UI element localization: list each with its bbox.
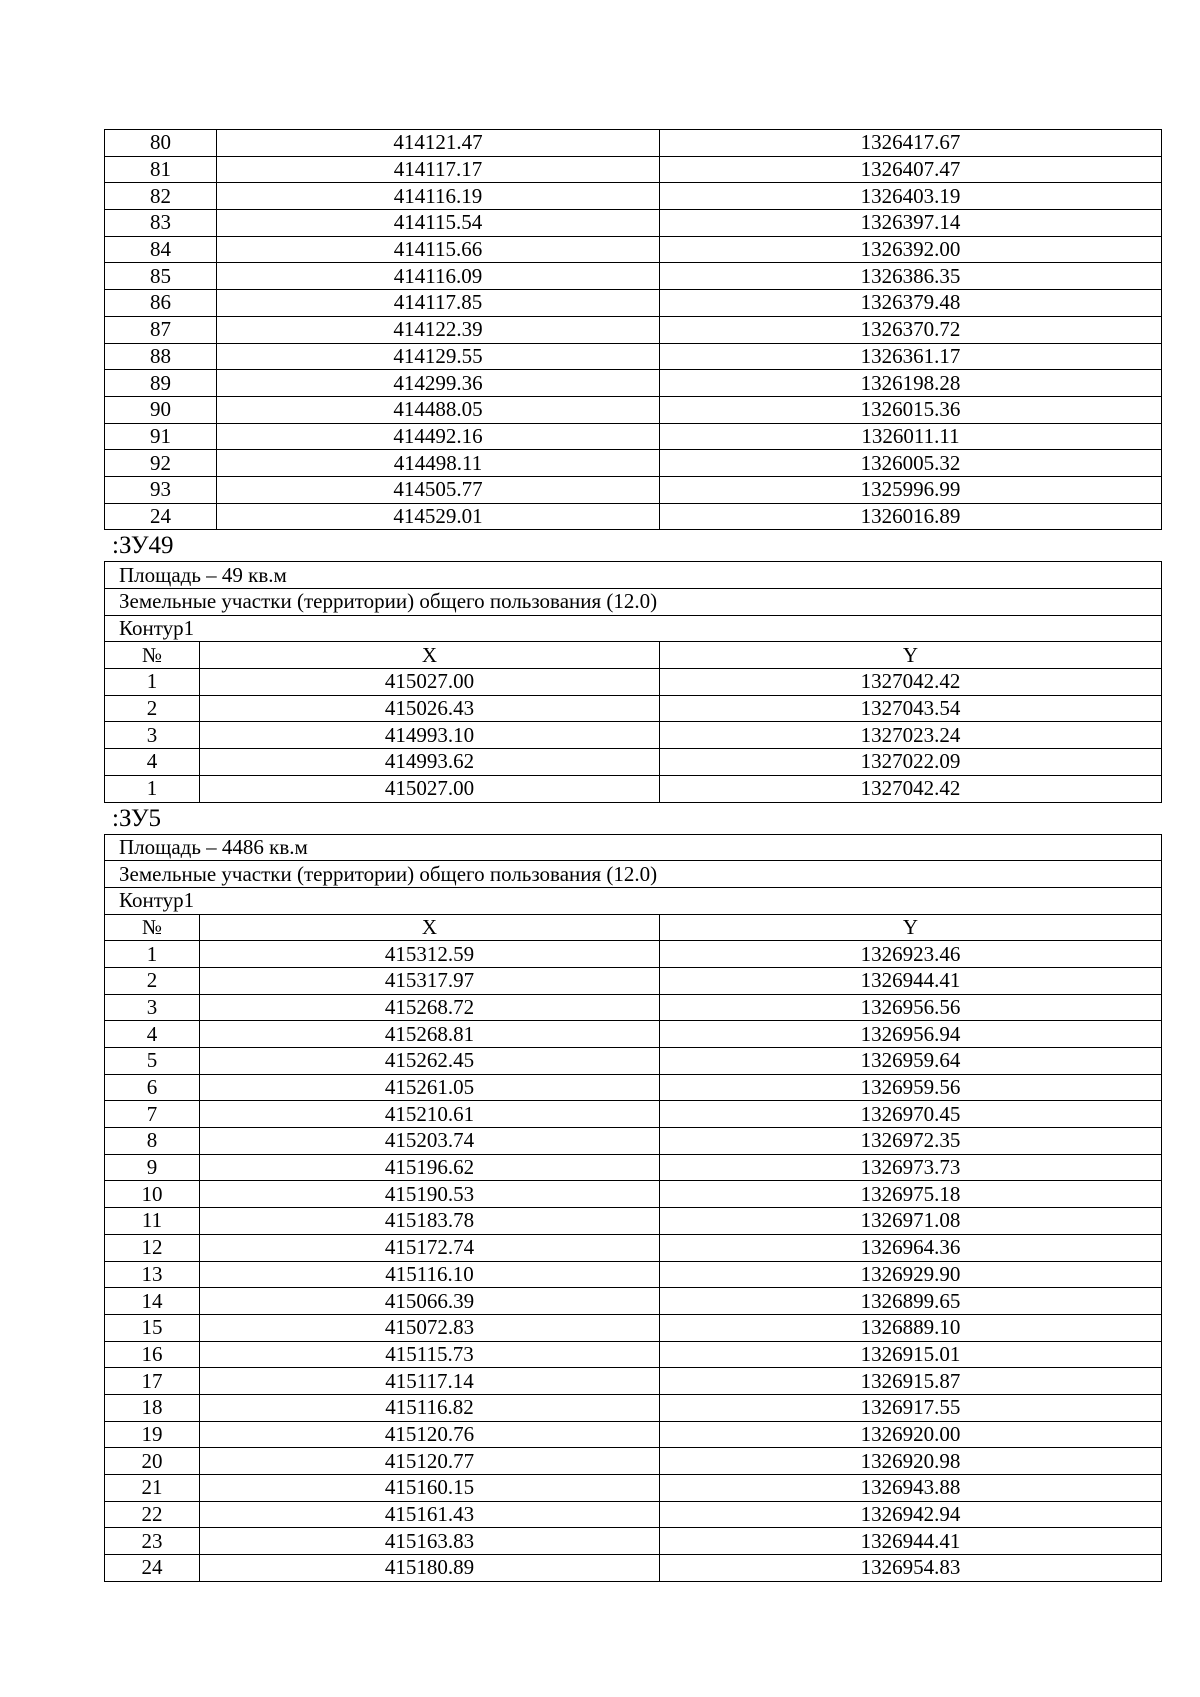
coord-y: 1326923.46 [660, 941, 1162, 968]
coord-x: 414117.85 [217, 290, 660, 317]
point-number: 23 [105, 1528, 200, 1555]
coord-y: 1326397.14 [660, 210, 1162, 237]
table-row [105, 1234, 1162, 1261]
table-row [105, 669, 1162, 696]
table-row [105, 1314, 1162, 1341]
table-row [105, 1555, 1162, 1582]
coord-x: 415117.14 [200, 1368, 660, 1395]
parcel-purpose: Земельные участки (территории) общего пользования (12.0) [105, 861, 1162, 888]
table-row [105, 941, 1162, 968]
table-row [105, 1101, 1162, 1128]
table-row [105, 749, 1162, 776]
table-row [105, 1288, 1162, 1315]
coord-x: 414488.05 [217, 396, 660, 423]
coord-y: 1326917.55 [660, 1394, 1162, 1421]
coord-x: 415268.72 [200, 994, 660, 1021]
table-row [105, 1341, 1162, 1368]
column-header-y: Y [660, 642, 1162, 669]
point-number: 10 [105, 1181, 200, 1208]
coord-x: 415163.83 [200, 1528, 660, 1555]
coord-y: 1327022.09 [660, 749, 1162, 776]
column-header-number: № [105, 642, 200, 669]
coord-y: 1326956.56 [660, 994, 1162, 1021]
point-number: 88 [105, 343, 217, 370]
point-number: 85 [105, 263, 217, 290]
coord-x: 414299.36 [217, 370, 660, 397]
coord-y: 1326944.41 [660, 1528, 1162, 1555]
point-number: 18 [105, 1394, 200, 1421]
coord-x: 415116.10 [200, 1261, 660, 1288]
table-row [105, 722, 1162, 749]
coord-y: 1326972.35 [660, 1128, 1162, 1155]
table-row [105, 1181, 1162, 1208]
point-number: 22 [105, 1501, 200, 1528]
table-row [105, 183, 1162, 210]
table-row [105, 695, 1162, 722]
coord-y: 1326954.83 [660, 1555, 1162, 1582]
point-number: 86 [105, 290, 217, 317]
column-header-y: Y [660, 914, 1162, 941]
table-row [105, 263, 1162, 290]
point-number: 91 [105, 423, 217, 450]
coord-x: 415196.62 [200, 1154, 660, 1181]
point-number: 19 [105, 1421, 200, 1448]
point-number: 80 [105, 130, 217, 157]
coord-x: 415210.61 [200, 1101, 660, 1128]
table-row [105, 775, 1162, 802]
table-row [105, 1528, 1162, 1555]
table-row [105, 210, 1162, 237]
coord-y: 1326943.88 [660, 1475, 1162, 1502]
table-row [105, 130, 1162, 157]
table-row [105, 476, 1162, 503]
point-number: 12 [105, 1234, 200, 1261]
coord-y: 1327043.54 [660, 695, 1162, 722]
point-number: 5 [105, 1048, 200, 1075]
table-row [105, 396, 1162, 423]
column-header-x: X [200, 642, 660, 669]
point-number: 17 [105, 1368, 200, 1395]
coord-y: 1326361.17 [660, 343, 1162, 370]
point-number: 7 [105, 1101, 200, 1128]
point-number: 2 [105, 967, 200, 994]
coord-x: 415180.89 [200, 1555, 660, 1582]
point-number: 2 [105, 695, 200, 722]
point-number: 14 [105, 1288, 200, 1315]
table-row [105, 1154, 1162, 1181]
table-row [105, 1128, 1162, 1155]
document-page [104, 129, 1162, 1582]
point-number: 83 [105, 210, 217, 237]
coord-x: 415183.78 [200, 1208, 660, 1235]
point-number: 11 [105, 1208, 200, 1235]
coord-x: 415027.00 [200, 669, 660, 696]
table-header-row [105, 642, 1162, 669]
table-row [105, 1394, 1162, 1421]
coord-x: 415203.74 [200, 1128, 660, 1155]
coord-y: 1326889.10 [660, 1314, 1162, 1341]
coord-y: 1326386.35 [660, 263, 1162, 290]
coord-x: 415268.81 [200, 1021, 660, 1048]
point-number: 8 [105, 1128, 200, 1155]
coord-y: 1326198.28 [660, 370, 1162, 397]
coord-x: 415190.53 [200, 1181, 660, 1208]
coord-x: 415116.82 [200, 1394, 660, 1421]
table-row [105, 450, 1162, 477]
point-number: 6 [105, 1074, 200, 1101]
coord-x: 415115.73 [200, 1341, 660, 1368]
coord-y: 1326964.36 [660, 1234, 1162, 1261]
coord-y: 1326959.56 [660, 1074, 1162, 1101]
coord-x: 415120.77 [200, 1448, 660, 1475]
table-row [105, 290, 1162, 317]
table-row [105, 1261, 1162, 1288]
point-number: 9 [105, 1154, 200, 1181]
coord-x: 414122.39 [217, 316, 660, 343]
coord-y: 1327042.42 [660, 669, 1162, 696]
table-row [105, 1048, 1162, 1075]
table-row [105, 156, 1162, 183]
table-row [105, 343, 1162, 370]
coord-x: 415261.05 [200, 1074, 660, 1101]
table-row [105, 1021, 1162, 1048]
parcel-area: Площадь – 4486 кв.м [105, 834, 1162, 861]
table-row [105, 316, 1162, 343]
coord-y: 1326959.64 [660, 1048, 1162, 1075]
point-number: 84 [105, 236, 217, 263]
coord-x: 414492.16 [217, 423, 660, 450]
coord-y: 1327023.24 [660, 722, 1162, 749]
point-number: 90 [105, 396, 217, 423]
coord-y: 1326370.72 [660, 316, 1162, 343]
coord-x: 414498.11 [217, 450, 660, 477]
coord-x: 415262.45 [200, 1048, 660, 1075]
point-number: 24 [105, 1555, 200, 1582]
point-number: 81 [105, 156, 217, 183]
parcel-purpose: Земельные участки (территории) общего пользования (12.0) [105, 589, 1162, 616]
coord-y: 1326392.00 [660, 236, 1162, 263]
table-row [105, 1448, 1162, 1475]
coord-x: 414993.62 [200, 749, 660, 776]
coord-x: 415160.15 [200, 1475, 660, 1502]
coord-y: 1326929.90 [660, 1261, 1162, 1288]
table-row [105, 503, 1162, 530]
coord-y: 1326956.94 [660, 1021, 1162, 1048]
table-row [105, 1074, 1162, 1101]
parcel-heading: :ЗУ49 [112, 532, 174, 560]
coord-y: 1326379.48 [660, 290, 1162, 317]
coord-x: 415072.83 [200, 1314, 660, 1341]
point-number: 4 [105, 749, 200, 776]
point-number: 13 [105, 1261, 200, 1288]
coord-x: 415026.43 [200, 695, 660, 722]
point-number: 21 [105, 1475, 200, 1502]
table-row [105, 1475, 1162, 1502]
table-header-row [105, 914, 1162, 941]
coord-y: 1326407.47 [660, 156, 1162, 183]
coord-y: 1326971.08 [660, 1208, 1162, 1235]
coord-y: 1327042.42 [660, 775, 1162, 802]
coord-x: 414129.55 [217, 343, 660, 370]
coord-x: 415161.43 [200, 1501, 660, 1528]
column-header-x: X [200, 914, 660, 941]
parcel-contour: Контур1 [105, 615, 1162, 642]
table-row [105, 967, 1162, 994]
parcel-area: Площадь – 49 кв.м [105, 562, 1162, 589]
coord-y: 1326403.19 [660, 183, 1162, 210]
table-row [105, 1501, 1162, 1528]
coord-x: 414117.17 [217, 156, 660, 183]
parcel-heading: :ЗУ5 [112, 804, 162, 832]
coord-x: 415066.39 [200, 1288, 660, 1315]
coord-y: 1325996.99 [660, 476, 1162, 503]
point-number: 87 [105, 316, 217, 343]
point-number: 93 [105, 476, 217, 503]
coord-y: 1326005.32 [660, 450, 1162, 477]
coord-x: 414116.09 [217, 263, 660, 290]
coord-y: 1326973.73 [660, 1154, 1162, 1181]
coord-x: 415120.76 [200, 1421, 660, 1448]
coord-x: 414993.10 [200, 722, 660, 749]
table-row [105, 423, 1162, 450]
parcel-zu49-table [104, 561, 1162, 802]
point-number: 16 [105, 1341, 200, 1368]
coord-x: 414116.19 [217, 183, 660, 210]
coord-x: 414115.54 [217, 210, 660, 237]
coord-y: 1326970.45 [660, 1101, 1162, 1128]
point-number: 82 [105, 183, 217, 210]
coord-y: 1326899.65 [660, 1288, 1162, 1315]
coord-x: 414115.66 [217, 236, 660, 263]
point-number: 89 [105, 370, 217, 397]
coord-y: 1326915.87 [660, 1368, 1162, 1395]
parcel-contour: Контур1 [105, 887, 1162, 914]
point-number: 20 [105, 1448, 200, 1475]
coord-y: 1326417.67 [660, 130, 1162, 157]
point-number: 15 [105, 1314, 200, 1341]
coord-x: 415312.59 [200, 941, 660, 968]
coord-x: 415172.74 [200, 1234, 660, 1261]
table-row [105, 994, 1162, 1021]
coord-x: 414529.01 [217, 503, 660, 530]
table-row [105, 1421, 1162, 1448]
coord-x: 415027.00 [200, 775, 660, 802]
table-row [105, 370, 1162, 397]
point-number: 92 [105, 450, 217, 477]
coord-y: 1326920.98 [660, 1448, 1162, 1475]
coord-y: 1326915.01 [660, 1341, 1162, 1368]
coord-y: 1326016.89 [660, 503, 1162, 530]
point-number: 4 [105, 1021, 200, 1048]
coord-y: 1326011.11 [660, 423, 1162, 450]
point-number: 1 [105, 669, 200, 696]
point-number: 3 [105, 994, 200, 1021]
coord-y: 1326015.36 [660, 396, 1162, 423]
point-number: 1 [105, 775, 200, 802]
point-number: 1 [105, 941, 200, 968]
coord-y: 1326944.41 [660, 967, 1162, 994]
coord-x: 415317.97 [200, 967, 660, 994]
table-row [105, 1368, 1162, 1395]
continuation-coordinates-table [104, 129, 1162, 530]
coord-x: 414505.77 [217, 476, 660, 503]
point-number: 24 [105, 503, 217, 530]
coord-x: 414121.47 [217, 130, 660, 157]
coord-y: 1326942.94 [660, 1501, 1162, 1528]
point-number: 3 [105, 722, 200, 749]
parcel-zu5-table [104, 834, 1162, 1582]
table-row [105, 1208, 1162, 1235]
coord-y: 1326975.18 [660, 1181, 1162, 1208]
column-header-number: № [105, 914, 200, 941]
table-row [105, 236, 1162, 263]
coord-y: 1326920.00 [660, 1421, 1162, 1448]
